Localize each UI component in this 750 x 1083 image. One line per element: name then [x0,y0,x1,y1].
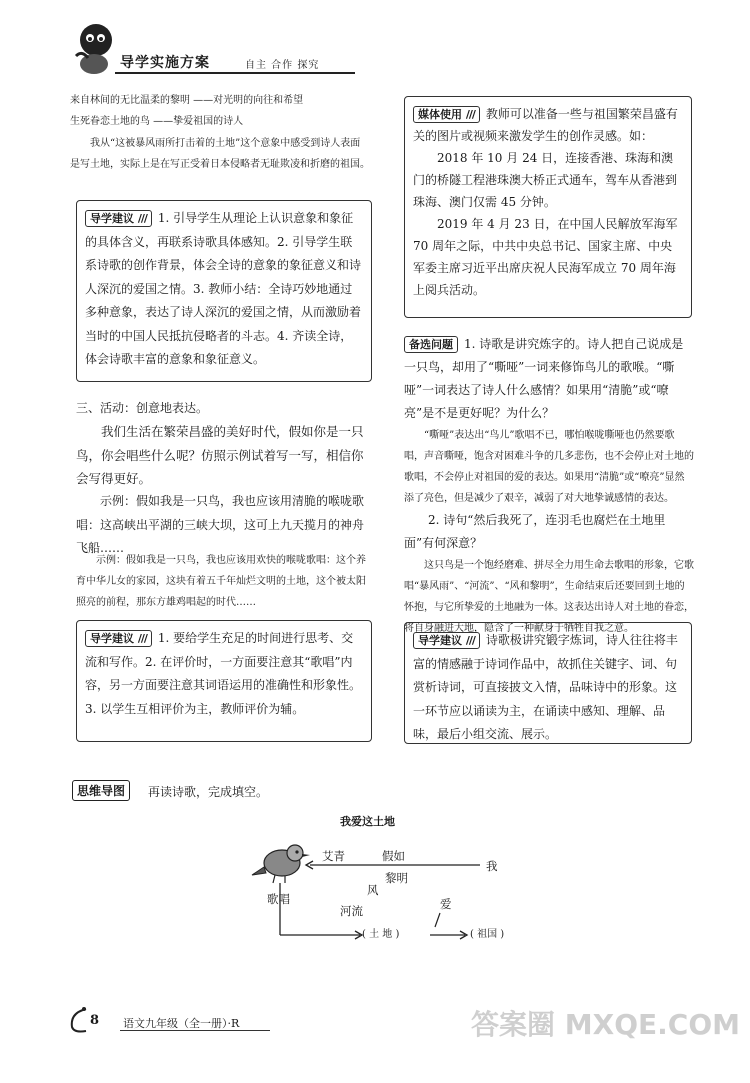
media-text: 教师可以准备一些与祖国繁荣昌盛有关的图片或视频来激发学生的创作灵感。如： [413,107,678,143]
media-tag: 媒体使用 /// [413,106,480,123]
label-jiaru: 假如 [382,849,405,863]
connector-love [435,913,440,927]
footer-text: 语文九年级（全一册）·R [123,1017,240,1030]
backup-questions [404,333,694,639]
guide-box-2 [76,620,372,742]
bird-icon [252,845,310,883]
backup-answer-1: “嘶哑”表达出“鸟儿”歌唱不已，哪怕喉咙嘶哑也仍然要歌唱，声音嘶哑，饱含对困难斗争的几多悲伤，也不会停止对土地的歌唱，不会停止对祖国的爱的表达。如果用“清脆”或“嘹亮”显然添了亮色，但是减少了艰辛，减弱了对大地挚诚感情的表达。 [404,430,694,504]
page-number: 8 [90,1013,100,1028]
answer-text: 示例：假如我是一只鸟，我也应该用欢快的喉咙歌唱：这个养育中华儿女的家园，这块有着五千年灿烂文明的土地，这个被太阳照亮的前程，那东方雄鸡唱起的时代…… [76,555,366,608]
header-subtitle: 自主 合作 探究 [245,60,320,71]
footer-rule [120,1030,270,1031]
mascot-logo-icon [70,20,118,78]
activity-title: 三、活动：创意地表达。 [76,401,209,415]
media-box [404,96,692,318]
header-title: 导学实施方案 [120,55,210,71]
metaphor-line-2: 生死眷恋土地的鸟 ——挚爱祖国的诗人 [70,116,244,127]
backup-question-2: 2. 诗句“然后我死了，连羽毛也腐烂在土地里面”有何深意？ [404,513,666,550]
label-liming: 黎明 [385,871,408,885]
guide-box-3 [404,622,692,744]
mindmap-title: 我爱这土地 [340,815,395,828]
guide-text-2: 1. 要给学生充足的时间进行思考、交流和写作。2. 在评价时，一方面要注意其“歌唱”内容，另一方面要注意其词语运用的准确性和形象性。3. 以学生互相评价为主，教师评价为辅。 [85,631,362,716]
label-wo: 我 [486,859,498,873]
metaphor-line-1: 来自林间的无比温柔的黎明 ——对光明的向往和希望 [70,95,304,106]
media-paragraph-3: 2019 年 4 月 23 日，在中国人民解放军海军 70 周年之际，中共中央总书记、国家主席、中央军委主席习近平出席庆祝人民海军成立 70 周年海上阅兵活动。 [413,217,678,297]
media-paragraph-2: 2018 年 10 月 24 日，连接香港、珠海和澳门的桥隧工程港珠澳大桥正式通车，驾车从香港到珠海、澳门仅需 45 分钟。 [413,151,678,209]
backup-tag: 备选问题 [404,336,458,353]
label-heliu: 河流 [340,904,363,918]
left-top-lines [70,90,370,132]
label-aiqing: 艾青 [322,849,345,863]
watermark: 答案圈 MXQE.COM [471,1008,740,1041]
activity-text: 我们生活在繁荣昌盛的美好时代，假如你是一只鸟，你会唱些什么呢？仿照示例试着写一写，相信你会写得更好。 [76,424,364,486]
page-corner-ornament-icon [68,1005,90,1035]
guide-box-1 [76,200,372,382]
guide-tag-1: 导学建议 /// [85,210,152,227]
backup-answer-2: 这只鸟是一个饱经磨难、拼尽全力用生命去歌唱的形象，它歌唱“暴风雨”、“河流”、“风和黎明”，生命结束后还要回到土地的怀抱，与它所挚爱的土地融为一体。这表达出诗人对土地的眷恋，将自身融进大地，隐含了一种献身于牺牲自我之意。 [404,560,694,634]
guide-tag-3: 导学建议 /// [413,632,480,649]
guide-tag-2: 导学建议 /// [85,630,152,647]
label-zuguo: ( 祖国 ) [470,929,505,940]
label-gechang: 歌唱 [267,892,290,906]
mindmap-tag: 思维导图 [72,780,130,801]
mindmap-intro: 再读诗歌，完成填空。 [148,785,269,799]
guide-text-3: 诗歌极讲究锻字炼词，诗人往往将丰富的情感融于诗词作品中，故抓住关键字、词、句赏析诗词，可直接披文入情，品味诗中的形象。这一环节应以诵读为主，在诵读中感知、理解、品味，最后小组交流、展示。 [413,633,678,741]
label-tudi: ( 土 地 ) [362,929,400,940]
example-text: 示例：假如我是一只鸟，我也应该用清脆的喉咙歌唱：这高峡出平湖的三峡大坝，这可上九天揽月的神舟飞船…… [76,494,365,555]
backup-question-1: 1. 诗歌是讲究炼字的。诗人把自己说成是一只鸟，却用了“嘶哑”一词来修饰鸟儿的歌喉。“嘶哑”一词表达了诗人什么感情？如果用“清脆”或“嘹亮”是不是更好呢？为什么？ [404,337,684,420]
analysis-paragraph: 我从“这被暴风雨所打击着的土地”这个意象中感受到诗人表面是写土地，实际上是在写正受着日本侵略者无耻欺凌和折磨的祖国。 [70,138,370,170]
guide-text-1: 1. 引导学生从理论上认识意象和象征的具体含义，再联系诗歌具体感知。2. 引导学生联系诗歌的创作背景，体会全诗的意象的象征意义和诗人深沉的爱国之情。3. 教师小结：全诗巧妙地通过多种意象，表达了诗人深沉的爱国之情，从而激励着当时的中国人民抵抗侵略者的斗志。4. 齐读全诗，体会诗歌丰富的意象和象征意义。 [85,211,362,366]
label-feng: 风 [367,883,379,897]
header-divider [115,72,355,74]
label-ai: 爱 [440,897,452,911]
